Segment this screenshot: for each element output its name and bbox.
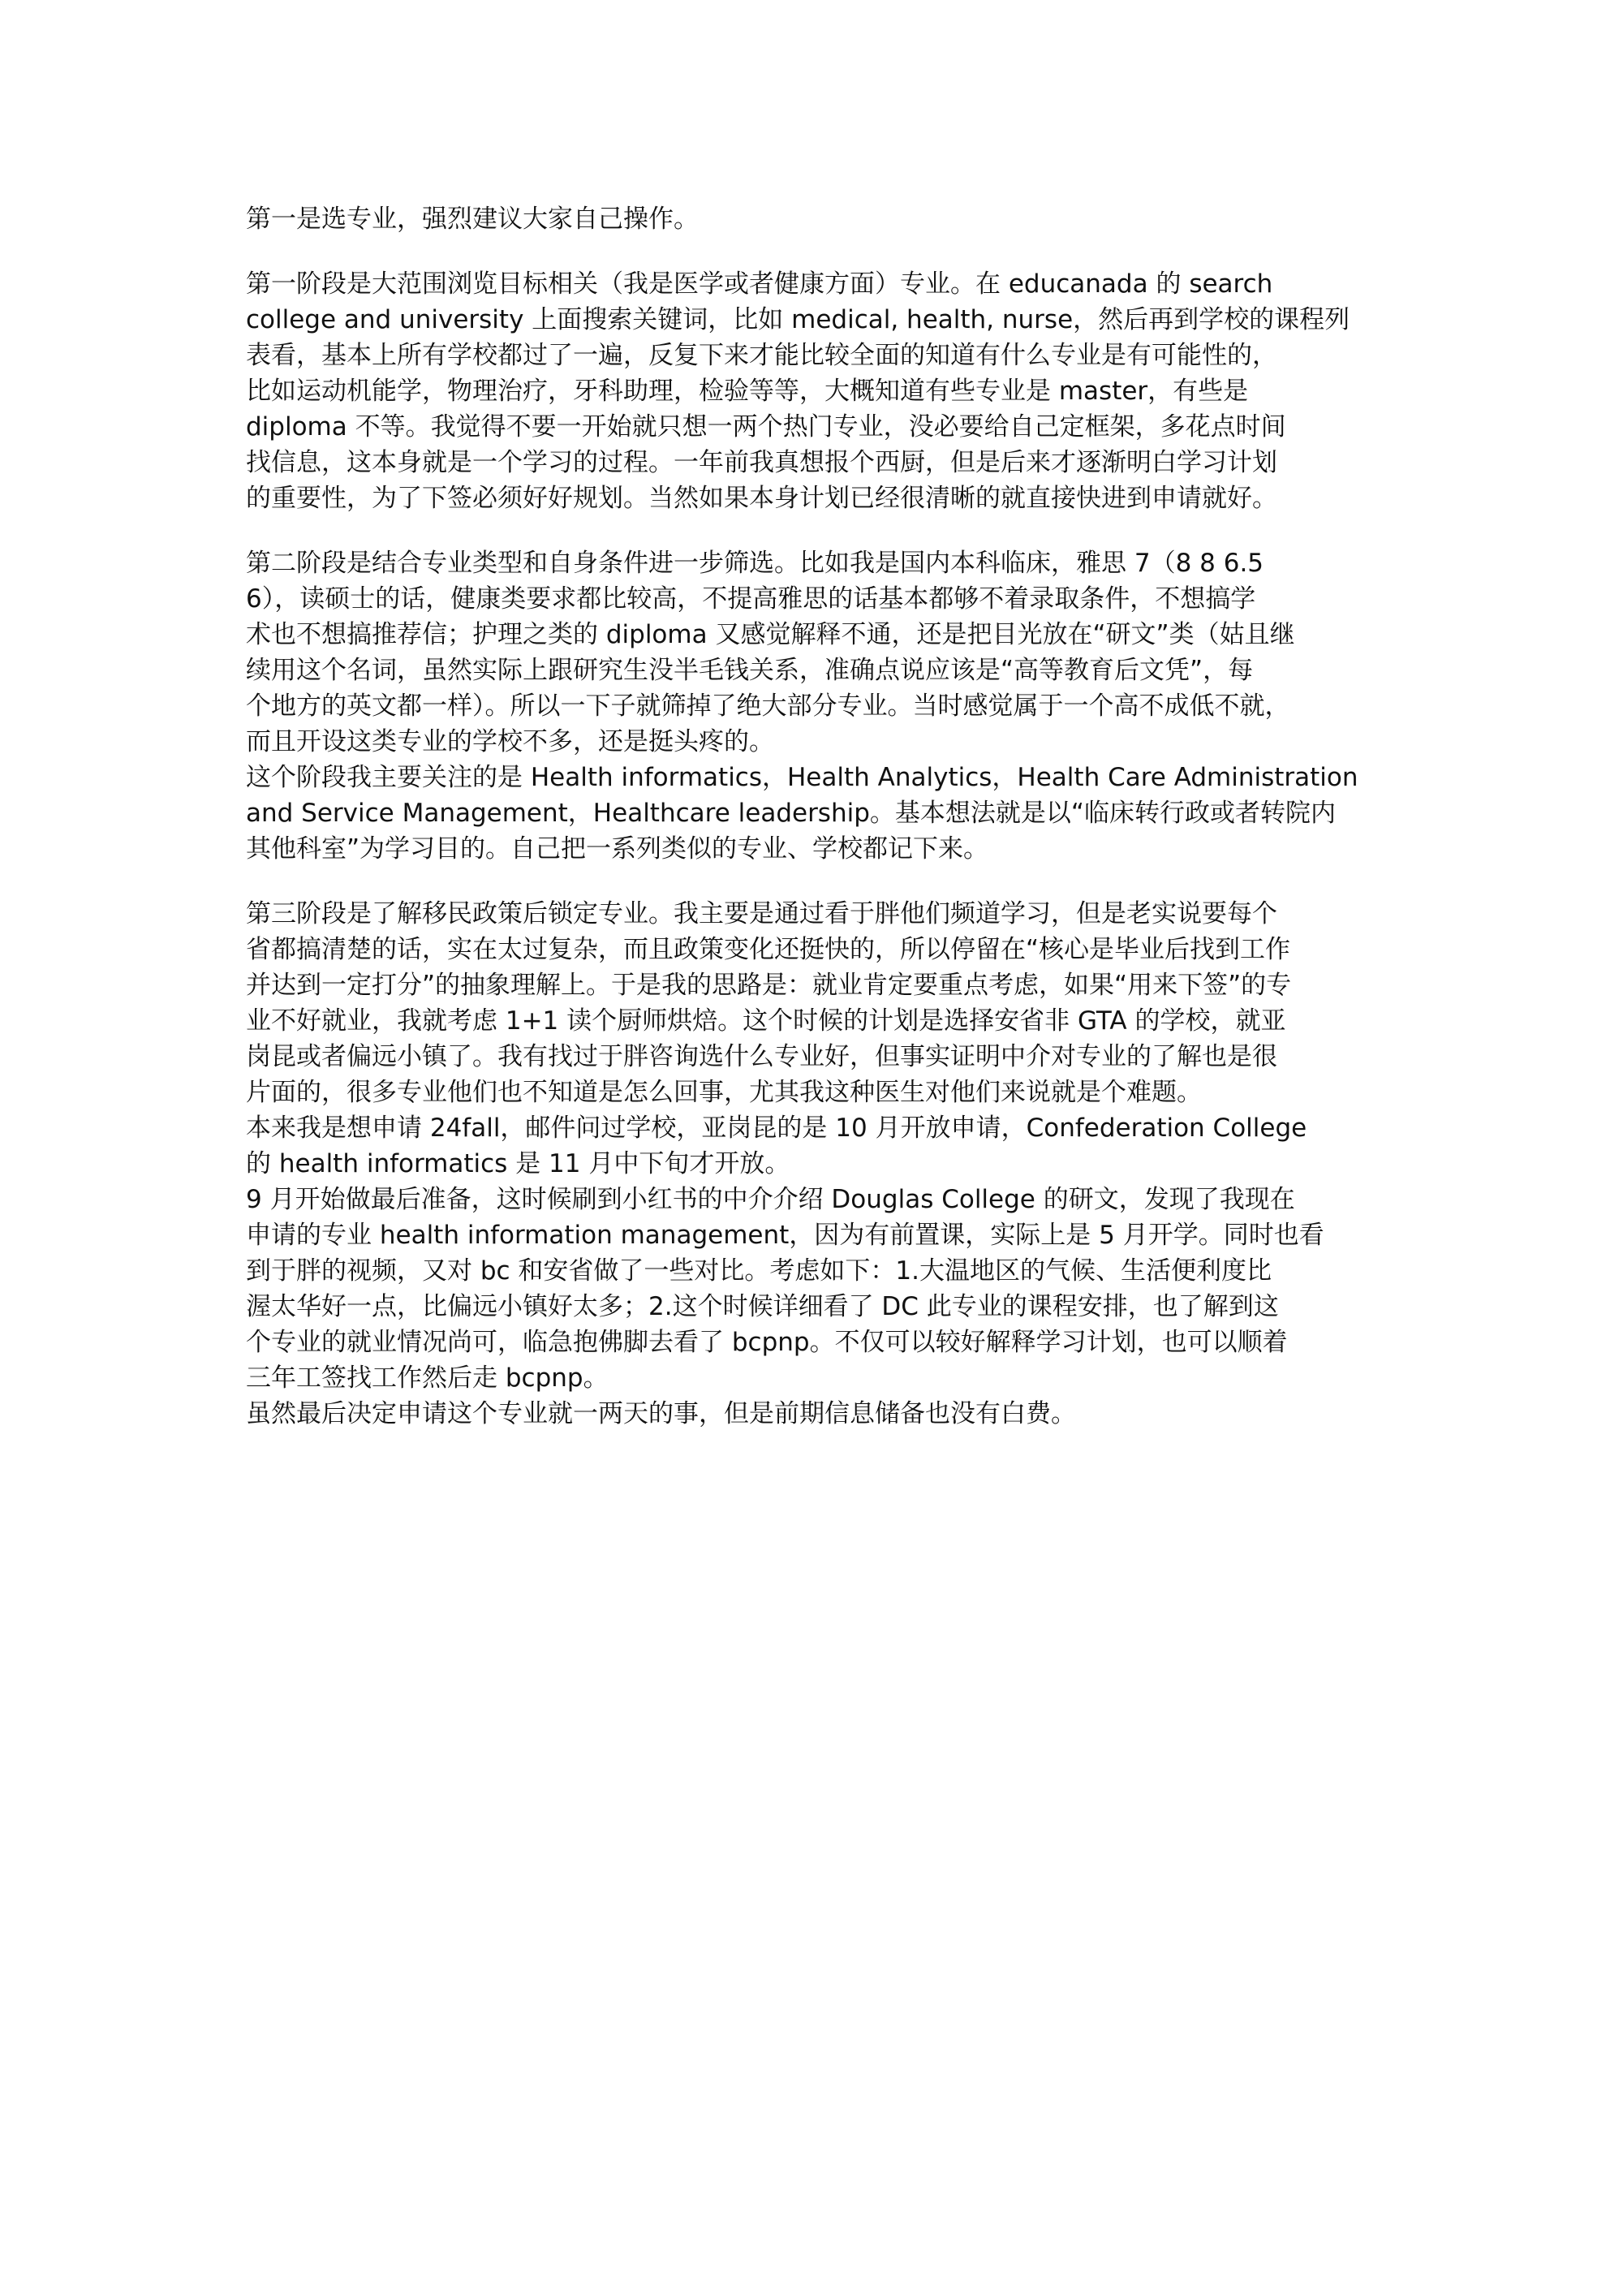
text-line: 到于胖的视频，又对 bc 和安省做了一些对比。考虑如下：1.大温地区的气候、生活便利度比 xyxy=(246,1256,1272,1286)
text-line: diploma 不等。我觉得不要一开始就只想一两个热门专业，没必要给自己定框架，多花点时间 xyxy=(246,412,1286,442)
document-page xyxy=(246,201,1382,1432)
paragraph-gap xyxy=(246,237,1382,266)
text-line: 三年工签找工作然后走 bcpnp。 xyxy=(246,1363,609,1393)
text-line: 这个阶段我主要关注的是 Health informatics，Health Analytics，Health Care Administration xyxy=(246,763,1358,792)
text-line: 表看，基本上所有学校都过了一遍，反复下来才能比较全面的知道有什么专业是有可能性的， xyxy=(246,341,1277,370)
text-line: 并达到一定打分”的抽象理解上。于是我的思路是：就业肯定要重点考虑，如果“用来下签”的专 xyxy=(246,971,1292,1000)
text-line: 的重要性，为了下签必须好好规划。当然如果本身计划已经很清晰的就直接快进到申请就好。 xyxy=(246,484,1277,513)
text-line: college and university 上面搜索关键词，比如 medical, health, nurse，然后再到学校的课程列 xyxy=(246,305,1350,334)
text-line: 岗昆或者偏远小镇了。我有找过于胖咨询选什么专业好，但事实证明中介对专业的了解也是很 xyxy=(246,1042,1277,1071)
text-line: 第二阶段是结合专业类型和自身条件进一步筛选。比如我是国内本科临床，雅思 7（8 8 6.5 xyxy=(246,549,1264,578)
text-line: 第一是选专业，强烈建议大家自己操作。 xyxy=(246,205,699,234)
paragraph-stage-three xyxy=(246,896,1382,1432)
text-line: 术也不想搞推荐信；护理之类的 diploma 又感觉解释不通，还是把目光放在“研文”类（姑且继 xyxy=(246,620,1295,649)
text-line: 个地方的英文都一样）。所以一下子就筛掉了绝大部分专业。当时感觉属于一个高不成低不就， xyxy=(246,691,1290,721)
paragraph-intro xyxy=(246,201,1382,237)
text-line: 申请的专业 health information management，因为有前置课，实际上是 5 月开学。同时也看 xyxy=(246,1221,1324,1250)
text-line: 个专业的就业情况尚可，临急抱佛脚去看了 bcpnp。不仅可以较好解释学习计划，也可以顺着 xyxy=(246,1328,1288,1357)
text-line: 第三阶段是了解移民政策后锁定专业。我主要是通过看于胖他们频道学习，但是老实说要每个 xyxy=(246,899,1277,928)
text-line: 省都搞清楚的话，实在太过复杂，而且政策变化还挺快的，所以停留在“核心是毕业后找到工作 xyxy=(246,935,1291,964)
text-line: 虽然最后决定申请这个专业就一两天的事，但是前期信息储备也没有白费。 xyxy=(246,1399,1076,1428)
paragraph-stage-two xyxy=(246,545,1382,867)
text-line: 片面的，很多专业他们也不知道是怎么回事，尤其我这种医生对他们来说就是个难题。 xyxy=(246,1078,1202,1107)
text-line: 业不好就业，我就考虑 1+1 读个厨师烘焙。这个时候的计划是选择安省非 GTA 的学校，就亚 xyxy=(246,1006,1286,1036)
paragraph-gap xyxy=(246,516,1382,545)
text-line: 续用这个名词，虽然实际上跟研究生没半毛钱关系，准确点说应该是“高等教育后文凭”，每 xyxy=(246,656,1254,685)
text-line: 其他科室”为学习目的。自己把一系列类似的专业、学校都记下来。 xyxy=(246,834,989,864)
text-line: and Service Management，Healthcare leadership。基本想法就是以“临床转行政或者转院内 xyxy=(246,799,1336,828)
text-line: 渥太华好一点，比偏远小镇好太多；2.这个时候详细看了 DC 此专业的课程安排，也了解到这 xyxy=(246,1292,1279,1321)
text-line: 本来我是想申请 24fall，邮件问过学校，亚岗昆的是 10 月开放申请，Confederation College xyxy=(246,1114,1307,1143)
text-line: 的 health informatics 是 11 月中下旬才开放。 xyxy=(246,1149,790,1178)
text-line: 9 月开始做最后准备，这时候刷到小红书的中介介绍 Douglas College 的研文，发现了我现在 xyxy=(246,1185,1295,1214)
text-line: 6），读硕士的话，健康类要求都比较高，不提高雅思的话基本都够不着录取条件，不想搞学 xyxy=(246,584,1256,614)
paragraph-gap xyxy=(246,867,1382,896)
paragraph-stage-one xyxy=(246,266,1382,516)
text-line: 比如运动机能学，物理治疗，牙科助理，检验等等，大概知道有些专业是 master，有些是 xyxy=(246,377,1249,406)
text-line: 第一阶段是大范围浏览目标相关（我是医学或者健康方面）专业。在 educanada 的 search xyxy=(246,269,1273,299)
text-line: 而且开设这类专业的学校不多，还是挺头疼的。 xyxy=(246,727,774,756)
text-line: 找信息，这本身就是一个学习的过程。一年前我真想报个西厨，但是后来才逐渐明白学习计划 xyxy=(246,448,1277,477)
